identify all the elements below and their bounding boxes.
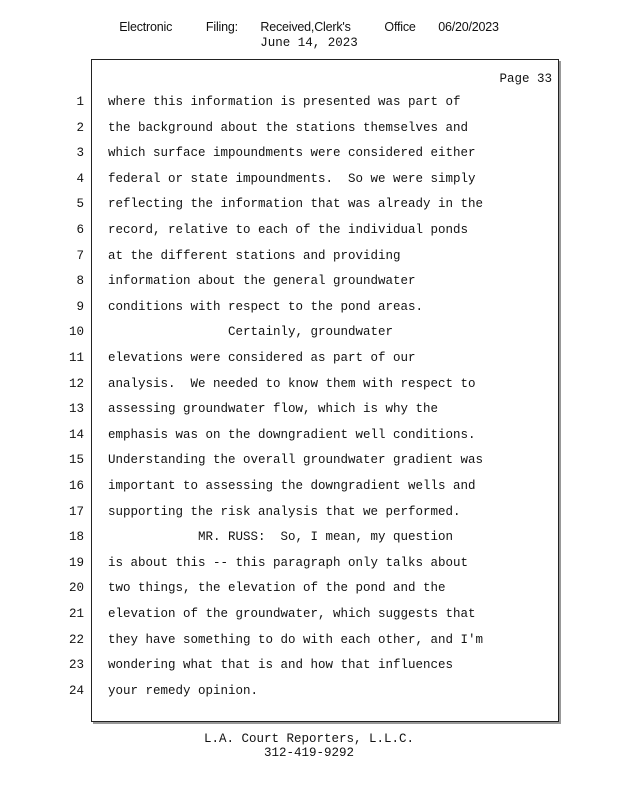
transcript-line	[0, 553, 618, 573]
line-text: important to assessing the downgradient wells and	[108, 479, 476, 493]
footer-company: L.A. Court Reporters, L.L.C.	[203, 732, 415, 746]
line-number: 8	[76, 274, 84, 289]
line-text: MR. RUSS: So, I mean, my question	[108, 530, 454, 545]
transcript-line	[0, 92, 618, 112]
line-text: record, relative to each of the individual ponds	[108, 223, 469, 237]
line-number: 11	[68, 351, 84, 365]
line-number: 2	[76, 120, 84, 135]
line-number: 24	[68, 683, 84, 698]
line-text: the background about the stations themselves and	[108, 120, 469, 135]
filing-header: Electronic Filing: Received,Clerk's Office 06/20/2023	[119, 20, 499, 34]
line-text: Certainly, groundwater	[108, 325, 394, 340]
line-text: federal or state impoundments. So we were simply	[108, 171, 476, 186]
transcript-line	[0, 169, 618, 189]
transcript-line	[0, 527, 618, 547]
line-text: is about this -- this paragraph only talks about	[108, 555, 469, 570]
line-text: supporting the risk analysis that we performed.	[108, 504, 461, 519]
line-text: analysis. We needed to know them with respect to	[108, 376, 476, 391]
line-text: two things, the elevation of the pond and the	[108, 581, 446, 596]
line-number: 21	[68, 607, 84, 621]
footer-phone: 312-419-9292	[263, 746, 354, 760]
line-number: 14	[68, 427, 84, 442]
line-number: 13	[68, 402, 84, 417]
hearing-date: June 14, 2023	[260, 36, 358, 50]
line-text: emphasis was on the downgradient well conditions.	[108, 427, 476, 442]
page-number: Page 33	[499, 72, 552, 86]
line-number: 9	[76, 299, 84, 314]
line-number: 17	[68, 504, 84, 519]
transcript-line	[0, 655, 618, 675]
line-text: wondering what that is and how that influences	[108, 658, 454, 673]
line-number: 12	[68, 376, 84, 391]
transcript-line	[0, 118, 618, 138]
transcript-line	[0, 143, 618, 163]
transcript-line	[0, 374, 618, 394]
transcript-line	[0, 271, 618, 291]
line-text: your remedy opinion.	[108, 683, 259, 698]
line-number: 4	[76, 171, 84, 186]
transcript-line	[0, 297, 618, 317]
line-number: 7	[76, 248, 84, 263]
line-text: where this information is presented was part of	[108, 95, 461, 109]
line-number: 3	[76, 146, 84, 161]
line-text: elevation of the groundwater, which suggests that	[108, 607, 476, 621]
transcript-line	[0, 399, 618, 419]
transcript-line	[0, 220, 618, 240]
line-text: at the different stations and providing	[108, 248, 401, 263]
line-number: 20	[68, 581, 84, 596]
transcript-line	[0, 322, 618, 342]
transcript-line	[0, 246, 618, 266]
transcript-line	[0, 348, 618, 368]
line-number: 22	[68, 632, 84, 647]
transcript-line	[0, 425, 618, 445]
transcript-line	[0, 604, 618, 624]
transcript-line	[0, 578, 618, 598]
line-text: which surface impoundments were considered either	[108, 146, 476, 161]
line-number: 23	[68, 658, 84, 673]
line-text: reflecting the information that was already in the	[108, 197, 484, 212]
line-number: 5	[76, 197, 84, 212]
transcript-line	[0, 502, 618, 522]
line-text: they have something to do with each other, and I'm	[108, 632, 484, 647]
line-text: assessing groundwater flow, which is why the	[108, 402, 439, 417]
line-number: 1	[76, 95, 84, 109]
line-number: 6	[76, 223, 84, 237]
line-text: information about the general groundwater	[108, 274, 416, 289]
line-text: conditions with respect to the pond areas.	[108, 299, 424, 314]
transcript-line	[0, 194, 618, 214]
transcript-line	[0, 630, 618, 650]
line-number: 15	[68, 453, 84, 468]
line-number: 10	[68, 325, 84, 340]
transcript-line	[0, 681, 618, 701]
line-text: elevations were considered as part of our	[108, 351, 416, 365]
transcript-line	[0, 476, 618, 496]
transcript-line	[0, 450, 618, 470]
line-number: 16	[68, 479, 84, 493]
line-number: 18	[68, 530, 84, 545]
line-text: Understanding the overall groundwater gradient was	[108, 453, 484, 468]
line-number: 19	[68, 555, 84, 570]
